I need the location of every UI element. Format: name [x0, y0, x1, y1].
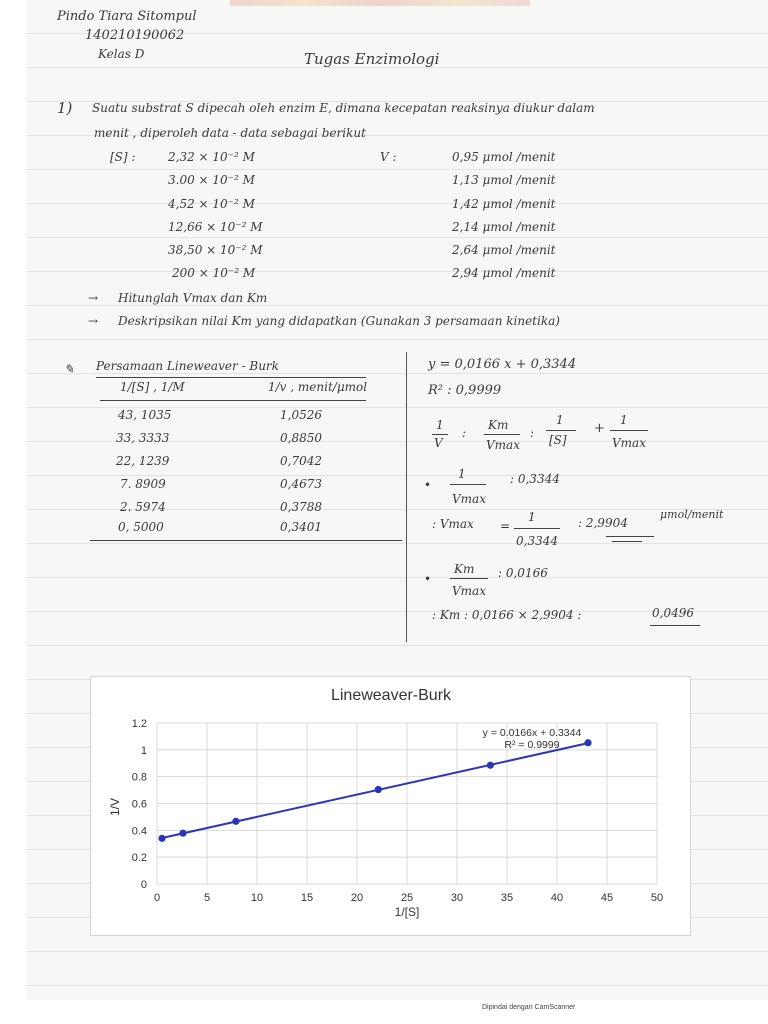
- scanner-footer: Dipindai dengan CamScanner: [482, 1004, 576, 1011]
- y-tick-label: 0.4: [131, 825, 147, 838]
- velocity-value: 0,95 μmol /menit: [452, 150, 556, 164]
- question-line-2: menit , diperoleh data - data sebagai berikut: [94, 126, 366, 140]
- vmax-unit: μmol/menit: [660, 508, 724, 521]
- trendline-r2: R² = 0.9999: [504, 739, 560, 751]
- table-cell: 0,3788: [280, 500, 322, 514]
- fraction-bar: [610, 430, 648, 431]
- data-point: [179, 830, 186, 837]
- fraction-bar: [450, 484, 486, 485]
- x-tick-label: 10: [250, 892, 264, 904]
- frac-den: Vmax: [452, 492, 486, 506]
- data-point: [375, 786, 382, 793]
- lineweaver-burk-chart: [90, 676, 691, 936]
- note-icon: ✎: [64, 362, 75, 376]
- table-col-header-2: 1/v , menit/μmol: [268, 380, 368, 394]
- table-cell: 7. 8909: [120, 477, 166, 491]
- frac-num: 1: [620, 413, 628, 427]
- frac-den: [S]: [549, 433, 567, 447]
- arrow-bullet: →: [88, 314, 99, 328]
- substrate-label: [S] :: [110, 150, 136, 164]
- y-tick-label: 1: [140, 744, 147, 757]
- velocity-value: 1,13 μmol /menit: [452, 173, 556, 187]
- column-divider: [406, 352, 407, 642]
- table-cell: 22, 1239: [116, 454, 170, 468]
- x-axis-label: 1/[S]: [394, 905, 420, 919]
- chart-title: Lineweaver-Burk: [330, 687, 452, 704]
- x-tick-label: 45: [600, 892, 614, 904]
- velocity-value: 2,94 μmol /menit: [452, 266, 556, 280]
- frac-num: 1: [458, 467, 466, 481]
- fraction-bar: [514, 528, 560, 529]
- km-result: 0,0496: [652, 606, 694, 620]
- table-cell: 0, 5000: [118, 520, 164, 534]
- velocity-label: V :: [380, 150, 397, 164]
- result-underline: [650, 625, 700, 626]
- frac-den: V: [434, 436, 443, 450]
- student-name: Pindo Tiara Sitompul: [57, 9, 197, 24]
- table-cell: 0,4673: [280, 477, 322, 491]
- x-tick-label: 20: [350, 892, 364, 904]
- data-point: [158, 835, 165, 842]
- fraction-bar: [546, 430, 576, 431]
- x-tick-label: 0: [153, 892, 161, 904]
- step-value: : 0,3344: [510, 472, 560, 486]
- fraction-bar: [450, 578, 488, 579]
- y-tick-label: 0.8: [131, 771, 147, 784]
- task-1: Hitunglah Vmax dan Km: [118, 291, 268, 305]
- substrate-value: 4,52 × 10⁻² M: [168, 197, 255, 211]
- data-point: [232, 818, 239, 825]
- vmax-result: : 2,9904: [578, 516, 628, 530]
- table-cell: 0,8850: [280, 431, 322, 445]
- data-points: [158, 739, 591, 842]
- result-underline: [612, 541, 642, 542]
- substrate-value: 200 × 10⁻² M: [172, 266, 256, 280]
- equals-sign: :: [462, 426, 467, 440]
- bullet: •: [424, 478, 432, 492]
- chart-svg: [91, 677, 690, 935]
- frac-num: 1: [436, 418, 444, 432]
- substrate-value: 2,32 × 10⁻² M: [168, 150, 255, 164]
- y-tick-label: 0: [140, 879, 147, 891]
- frac-den: 0,3344: [516, 534, 558, 548]
- frac-den: Vmax: [612, 436, 646, 450]
- y-axis-label: 1/V: [108, 797, 122, 817]
- plus-sign: +: [594, 421, 605, 436]
- table-cell: 1,0526: [280, 408, 322, 422]
- x-tick-label: 35: [500, 892, 514, 904]
- table-cell: 43, 1035: [118, 408, 172, 422]
- header-underline: [100, 400, 366, 401]
- velocity-value: 2,64 μmol /menit: [452, 243, 556, 257]
- r-squared: R² : 0,9999: [428, 383, 502, 398]
- arrow-bullet: →: [88, 291, 99, 305]
- table-cell: 0,7042: [280, 454, 322, 468]
- y-axis-ticks: [132, 718, 147, 891]
- frac-num: Km: [488, 418, 509, 432]
- data-point: [487, 762, 494, 769]
- table-cell: 33, 3333: [116, 431, 170, 445]
- page-title: Tugas Enzimologi: [304, 50, 440, 68]
- data-point: [584, 739, 591, 746]
- table-title: Persamaan Lineweaver - Burk: [96, 359, 279, 373]
- velocity-value: 1,42 μmol /menit: [452, 197, 556, 211]
- frac-num: 1: [528, 510, 536, 524]
- substrate-value: 38,50 × 10⁻² M: [168, 243, 263, 257]
- student-id: 140210190062: [85, 28, 185, 43]
- operator: :: [530, 426, 535, 440]
- step-value: : 0,0166: [498, 566, 548, 580]
- y-tick-label: 0.6: [131, 798, 147, 811]
- question-line-1: Suatu substrat S dipecah oleh enzim E, dimana kecepatan reaksinya diukur dalam: [92, 101, 595, 115]
- title-underline: [96, 377, 366, 378]
- table-bottom-line: [90, 540, 402, 541]
- frac-num: 1: [556, 413, 564, 427]
- bullet: •: [424, 572, 432, 586]
- frac-den: Vmax: [452, 584, 486, 598]
- x-tick-label: 30: [450, 892, 464, 904]
- x-axis-ticks: [154, 892, 663, 904]
- table-cell: 2. 5974: [120, 500, 166, 514]
- x-tick-label: 50: [650, 892, 664, 904]
- y-tick-label: 0.2: [131, 852, 147, 865]
- x-tick-label: 25: [400, 892, 414, 904]
- frac-den: Vmax: [486, 438, 520, 452]
- vmax-label: : Vmax: [432, 517, 474, 531]
- km-calculation: : Km : 0,0166 × 2,9904 :: [432, 608, 582, 622]
- result-underline: [606, 536, 654, 537]
- substrate-value: 3.00 × 10⁻² M: [168, 173, 255, 187]
- y-tick-label: 1.2: [131, 718, 147, 730]
- decorative-strip: [230, 0, 530, 6]
- x-tick-label: 5: [203, 892, 211, 904]
- class-label: Kelas D: [98, 47, 145, 61]
- velocity-value: 2,14 μmol /menit: [452, 220, 556, 234]
- substrate-value: 12,66 × 10⁻² M: [168, 220, 263, 234]
- task-2: Deskripsikan nilai Km yang didapatkan (Gunakan 3 persamaan kinetika): [118, 314, 560, 328]
- x-tick-label: 15: [300, 892, 314, 904]
- question-number: 1): [57, 99, 73, 117]
- regression-equation: y = 0,0166 x + 0,3344: [428, 357, 577, 372]
- table-col-header-1: 1/[S] , 1/M: [120, 380, 185, 394]
- equals-sign: =: [500, 519, 511, 533]
- trendline-equation: y = 0.0166x + 0.3344: [482, 727, 582, 739]
- chart-grid: [157, 723, 657, 884]
- frac-num: Km: [454, 562, 475, 576]
- x-tick-label: 40: [550, 892, 564, 904]
- table-cell: 0,3401: [280, 520, 322, 534]
- fraction-bar: [484, 434, 520, 435]
